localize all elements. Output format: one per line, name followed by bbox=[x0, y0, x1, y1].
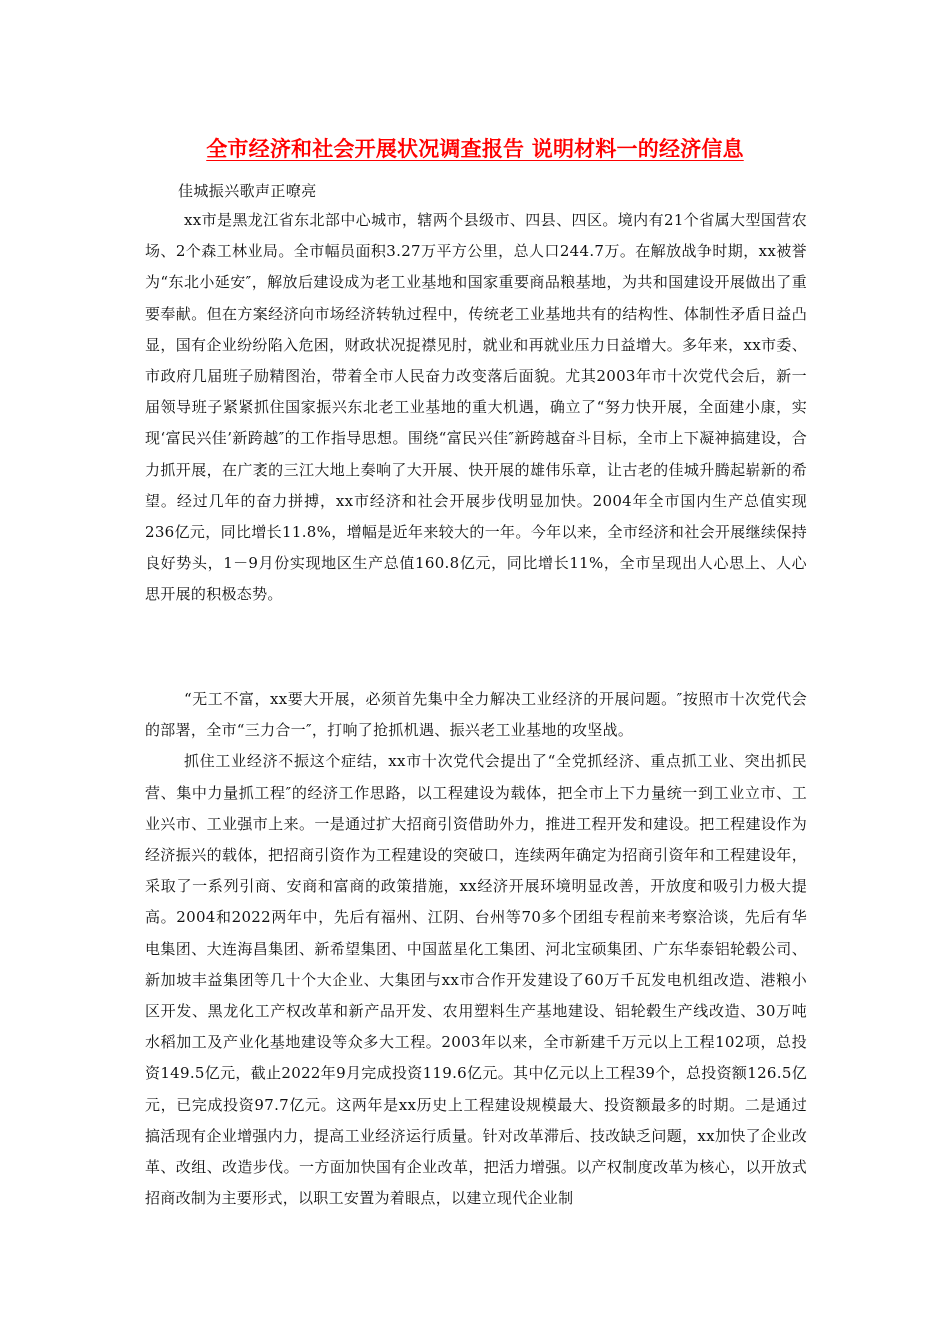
document-title: 全市经济和社会开展状况调查报告 说明材料一的经济信息 bbox=[206, 137, 744, 161]
paragraph: xx市是黑龙江省东北部中心城市，辖两个县级市、四县、四区。境内有21个省属大型国营农场、2个森工林业局。全市幅员面积3.27万平方公里，总人口244.7万。在解放战争时期，xx被誉为“东北小延安″，解放后建设成为老工业基地和国家重要商品粮基地，为共和国建设开展做出了重要奉献。但在方案经济向市场经济转轨过程中，传统老工业基地共有的结构性、体制性矛盾日益凸显，国有企业纷纷陷入危困，财政状况捉襟见肘，就业和再就业压力日益增大。多年来，xx市委、市政府几届班子励精图治，带着全市人民奋力改变落后面貌。尤其2003年市十次党代会后，新一届领导班子紧紧抓住国家振兴东北老工业基地的重大机遇，确立了“努力快开展，全面建小康，实现‘富民兴佳’新跨越″的工作指导思想。围绕“富民兴佳″新跨越奋斗目标，全市上下凝神搞建设，合力抓开展，在广袤的三江大地上奏响了大开展、快开展的雄伟乐章，让古老的佳城升腾起崭新的希望。经过几年的奋力拼搏，xx市经济和社会开展步伐明显加快。2004年全市国内生产总值实现236亿元，同比增长11.8%，增幅是近年来较大的一年。今年以来，全市经济和社会开展继续保持良好势头，1－9月份实现地区生产总值160.8亿元，同比增长11%，全市呈现出人心思上、人心思开展的积极态势。 bbox=[145, 211, 807, 604]
body-block-intro bbox=[145, 205, 807, 611]
body-block-industry bbox=[145, 684, 807, 1214]
paragraph: 抓住工业经济不振这个症结，xx市十次党代会提出了“全党抓经济、重点抓工业、突出抓民营、集中力量抓工程″的经济工作思路，以工程建设为载体，把全市上下力量统一到工业立市、工业兴市、工业强市上来。一是通过扩大招商引资借助外力，推进工程开发和建设。把工程建设作为经济振兴的载体，把招商引资作为工程建设的突破口，连续两年确定为招商引资年和工程建设年，采取了一系列引商、安商和富商的政策措施，xx经济开展环境明显改善，开放度和吸引力极大提高。2004和2022两年中，先后有福州、江阴、台州等70多个团组专程前来考察洽谈，先后有华电集团、大连海昌集团、新希望集团、中国蓝星化工集团、河北宝硕集团、广东华泰铝轮毂公司、新加坡丰益集团等几十个大企业、大集团与xx市合作开发建设了60万千瓦发电机组改造、港粮小区开发、黑龙化工产权改革和新产品开发、农用塑料生产基地建设、铝轮毂生产线改造、30万吨水稻加工及产业化基地建设等众多大工程。2003年以来，全市新建千万元以上工程102项，总投资149.5亿元，截止2022年9月完成投资119.6亿元。其中亿元以上工程39个，总投资额126.5亿元，已完成投资97.7亿元。这两年是xx历史上工程建设规模最大、投资额最多的时期。二是通过搞活现有企业增强内力，提高工业经济运行质量。针对改革滞后、技改缺乏问题，xx加快了企业改革、改组、改造步伐。一方面加快国有企业改革，把活力增强。以产权制度改革为核心，以开放式招商改制为主要形式，以职工安置为着眼点，以建立现代企业制 bbox=[145, 752, 807, 1208]
document-subtitle: 佳城振兴歌声正嘹亮 bbox=[178, 182, 317, 200]
paragraph: “无工不富，xx要大开展，必须首先集中全力解决工业经济的开展问题。″按照市十次党代会的部署，全市“三力合一″，打响了抢抓机遇、振兴老工业基地的攻坚战。 bbox=[145, 690, 807, 740]
